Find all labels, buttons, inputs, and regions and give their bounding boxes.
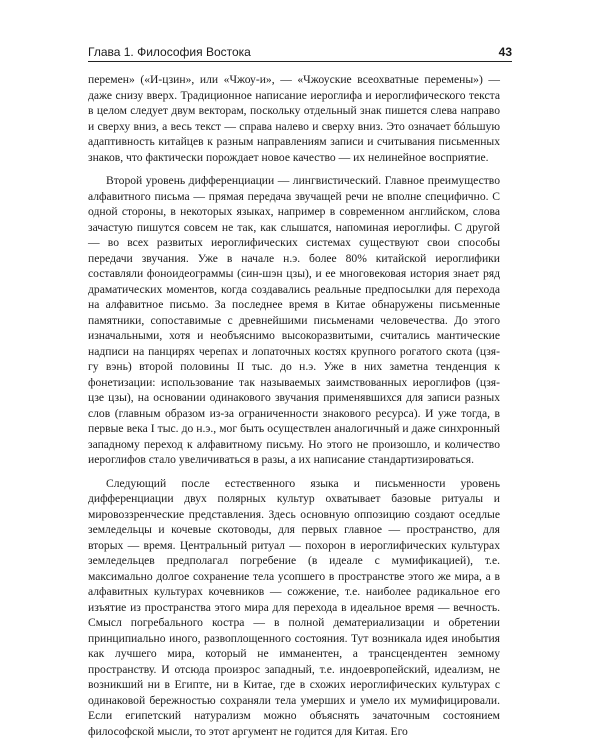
paragraph-1: перемен» («И-цзин», или «Чжоу-и», — «Чжоуские всеохватные перемены») — даже снизу вверх. Традиционное написание иероглифа и иероглифического текста в целом следует двум векторам, поскольку отдельный знак пишется слева направо и сверху вниз, а весь текст — справа налево и сверху вниз. Это означает бóльшую адаптивность китайцев к разным направлениям записи и считывания письменных знаков, что фактически порождает новое качество — их нелинейное восприятие. [88,73,500,164]
paragraph-3: Следующий после естественного языка и письменности уровень дифференциации двух полярных культур охватывает базовые ритуалы и мировоззренческие представления. Здесь основную оппозицию создают оседлые земледельцы и кочевые скотоводы, для первых главное — пространство, для вторых — время. Центральный ритуал — похорон в иероглифических культурах земледельцев предполагал погребение (в идеале с мумификацией), т.е. максимально долгое сохранение тела усопшего в пространстве этого же мира, а в алфавитных культурах кочевников — сожжение, т.е. наиболее радикальное его изъятие из пространства этого мира для перехода в идеальное время — вечность. Смысл погребального костра — в полной дематериализации и обретении принципиально иного, развоплощенного состояния. Тут возникала идея инобытия как лучшего мира, который не имманентен, а трансцендентен земному пространству. И отсюда произрос западный, т.е. индоевропейский, идеализм, не возникший ни в Египте, ни в Китае, где в схожих иероглифических культурах с одинаковой бережностью сохраняли тела умерших и умело их мумифицировали. Если египетский натурализм можно объяснять зачаточным состоянием философской мысли, то этот аргумент не годится для Китая. Его [88,476,500,738]
chapter-title: Глава 1. Философия Востока [88,45,251,59]
body-text [88,72,500,739]
paragraph-2: Второй уровень дифференциации — лингвистический. Главное преимущество алфавитного письма — прямая передача звучащей речи не вполне специфично. С одной стороны, в некоторых языках, например в современном английском, слова зачастую пишутся совсем не так, как слышатся, напоминая иероглифы. С другой — во всех развитых иероглифических системах существуют свои способы передачи звучания. Уже в начале н.э. более 80% китайской иероглифики составляли фоноидеограммы (син-шэн цзы), и ее многовековая история знает ряд драматических моментов, когда создавались реальные предпосылки для перехода на алфавитное письмо. За последнее время в Китае обнаружены письменные памятники, сопоставимые с древнейшими письменами человечества. До этого изначальными, хотя и необъяснимо высокоразвитыми, считались мантические надписи на панцирях черепах и лопаточных костях крупного рогатого скота (цзя-гу вэнь) второй половины II тыс. до н.э. Уже в них заметна тенденция к фонетизации: использование так называемых заимствованных иероглифов (цзя-цзе цзы), на основании одинакового звучания применявшихся для записи разных слов (главным образом из-за ограниченности знакового ресурса). И уже тогда, в первые века I тыс. до н.э., мог быть осуществлен аналогичный и даже синхронный западному переход к алфавитному письму. Но этого не произошло, и количество иероглифов стало увеличиваться в разы, а их написание стандартизироваться. [88,174,500,466]
page-number: 43 [498,45,512,59]
running-header [88,43,512,62]
